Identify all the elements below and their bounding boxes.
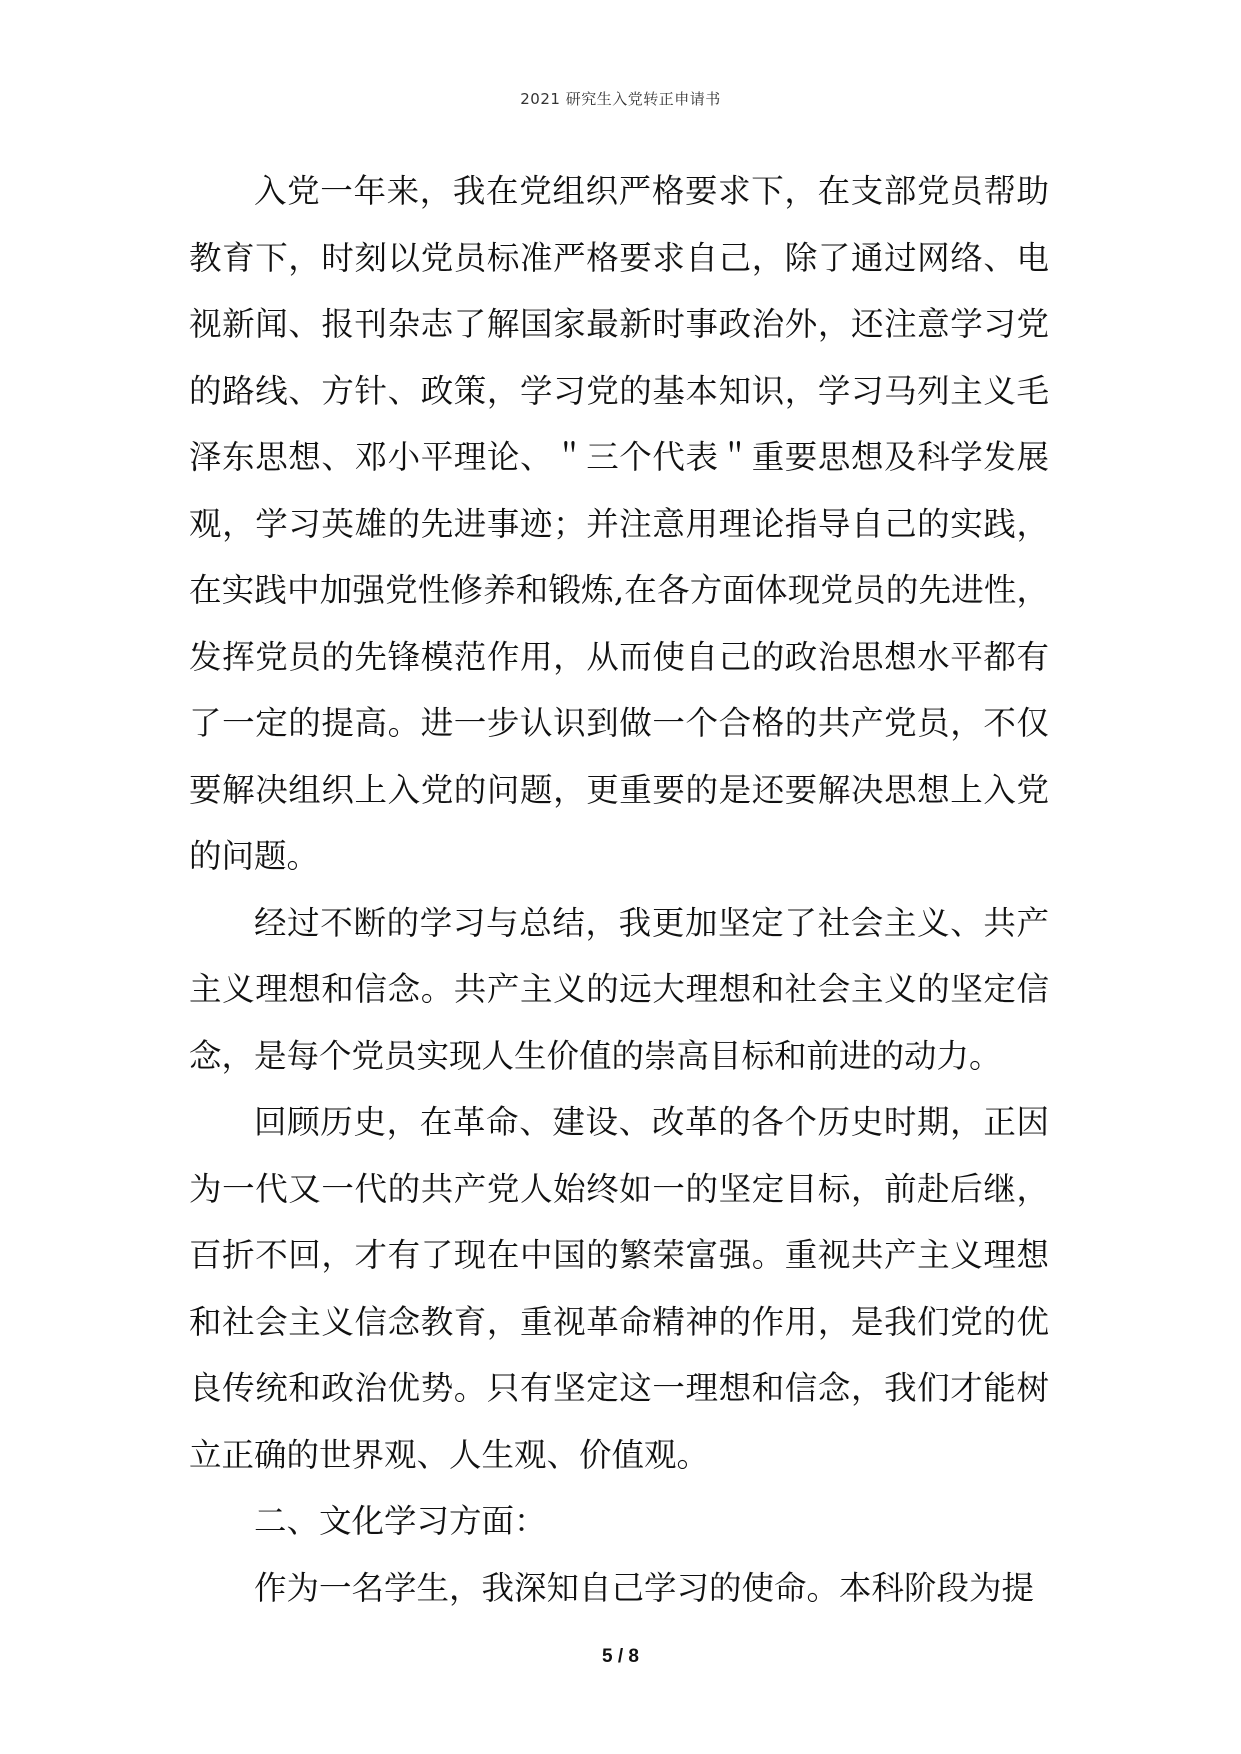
document-body <box>189 158 1049 1621</box>
paragraph-party-study: 入党一年来，我在党组织严格要求下，在支部党员帮助教育下，时刻以党员标准严格要求自己，除了通过网络、电视新闻、报刊杂志了解国家最新时事政治外，还注意学习党的路线、方针、政策，学习党的基本知识，学习马列主义毛泽东思想、邓小平理论、＂三个代表＂重要思想及科学发展观，学习英雄的先进事迹；并注意用理论指导自己的实践，在实践中加强党性修养和锻炼,在各方面体现党员的先进性，发挥党员的先锋模范作用，从而使自己的政治思想水平都有了一定的提高。进一步认识到做一个合格的共产党员，不仅要解决组织上入党的问题，更重要的是还要解决思想上入党的问题。 <box>189 172 1049 875</box>
paragraph-history-review: 回顾历史，在革命、建设、改革的各个历史时期，正因为一代又一代的共产党人始终如一的坚定目标，前赴后继，百折不回，才有了现在中国的繁荣富强。重视共产主义理想和社会主义信念教育，重视革命精神的作用，是我们党的优良传统和政治优势。只有坚定这一理想和信念，我们才能树立正确的世界观、人生观、价值观。 <box>189 1103 1049 1474</box>
page-number: 5 / 8 <box>602 1646 639 1667</box>
paragraph-student-mission: 作为一名学生，我深知自己学习的使命。本科阶段为提 <box>254 1568 1035 1607</box>
paragraph-ideals-beliefs: 经过不断的学习与总结，我更加坚定了社会主义、共产主义理想和信念。共产主义的远大理想和社会主义的坚定信念，是每个党员实现人生价值的崇高目标和前进的动力。 <box>189 903 1049 1075</box>
running-header: 2021 研究生入党转正申请书 <box>520 90 721 108</box>
section-heading-cultural-study: 二、文化学习方面： <box>254 1502 547 1540</box>
